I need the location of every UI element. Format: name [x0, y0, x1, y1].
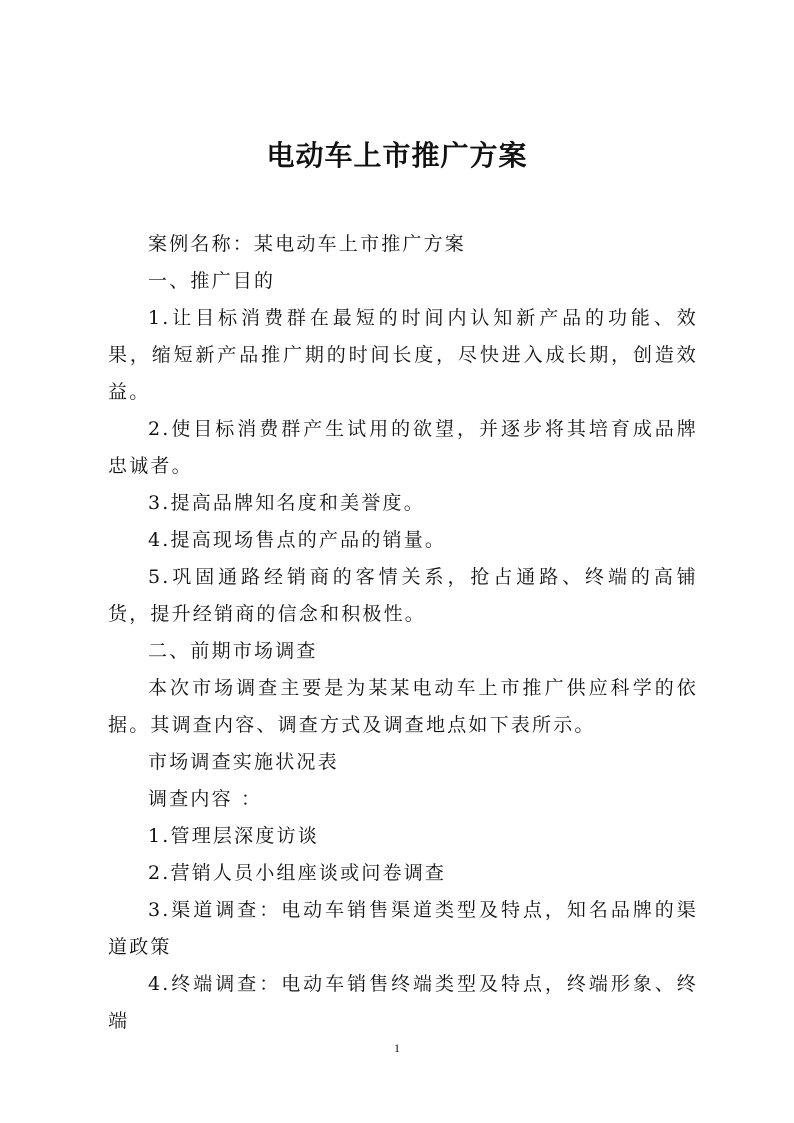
research-intro-paragraph: 本次市场调查主要是为某某电动车上市推广供应科学的依据。其调查内容、调查方式及调查地点如下表所示。: [108, 677, 698, 736]
document-title: 电动车上市推广方案: [266, 139, 528, 172]
research-item-1: 1.管理层深度访谈: [148, 825, 319, 847]
goal-item-3: 3.提高品牌知名度和美誉度。: [148, 492, 425, 514]
page-number: 1: [394, 1041, 400, 1055]
research-item-4: 4.终端调查：电动车销售终端类型及特点，终端形象、终端: [108, 973, 698, 1032]
goal-item-2: 2.使目标消费群产生试用的欲望，并逐步将其培育成品牌忠诚者。: [108, 418, 698, 477]
research-content-label: 调查内容 ：: [148, 788, 263, 810]
case-name-paragraph: 案例名称：某电动车上市推广方案: [148, 233, 467, 255]
research-table-caption: 市场调查实施状况表: [148, 751, 339, 773]
goal-item-4: 4.提高现场售点的产品的销量。: [148, 529, 447, 551]
section-heading-promotion-goals: 一、推广目的: [148, 270, 276, 292]
research-item-3: 3.渠道调查：电动车销售渠道类型及特点，知名品牌的渠道政策: [108, 899, 698, 958]
research-item-2: 2.营销人员小组座谈或问卷调查: [148, 862, 447, 884]
goal-item-5: 5.巩固通路经销商的客情关系，抢占通路、终端的高铺货，提升经销商的信念和积极性。: [108, 566, 698, 625]
section-heading-market-research: 二、前期市场调查: [148, 640, 318, 662]
goal-item-1: 1.让目标消费群在最短的时间内认知新产品的功能、效果，缩短新产品推广期的时间长度，尽快进入成长期，创造效益。: [108, 307, 698, 403]
document-body: [108, 226, 698, 1040]
